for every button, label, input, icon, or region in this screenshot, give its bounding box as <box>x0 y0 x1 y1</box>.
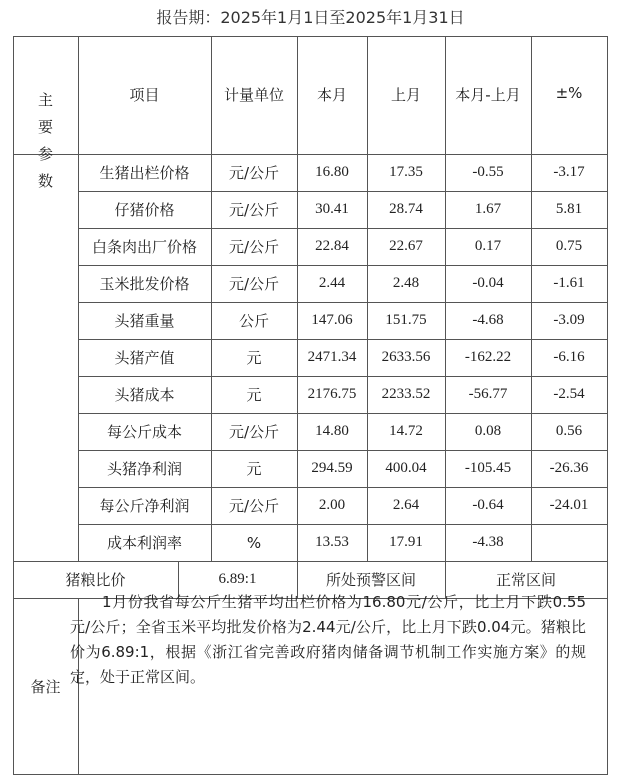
row-last-month: 14.72 <box>389 423 423 439</box>
row-last-month: 17.35 <box>389 164 423 180</box>
header-main-params-label: 主要参数 <box>37 91 53 190</box>
row-diff: -105.45 <box>464 460 512 476</box>
row-diff: -0.55 <box>472 164 504 180</box>
header-pct: ±% <box>555 84 583 102</box>
row-this-month: 16.80 <box>315 164 349 180</box>
row-this-month: 14.80 <box>315 423 349 439</box>
row-this-month: 2.44 <box>318 275 346 291</box>
row-item: 头猪产值 <box>114 349 175 367</box>
row-last-month: 2.48 <box>392 275 420 291</box>
grid-line-h <box>13 774 608 775</box>
row-diff: 0.08 <box>474 423 502 439</box>
row-unit: 元 <box>246 460 262 478</box>
row-unit: 元/公斤 <box>228 275 280 293</box>
row-last-month: 28.74 <box>389 201 423 217</box>
row-diff: -0.64 <box>472 497 504 513</box>
row-pct: -24.01 <box>549 497 589 513</box>
row-diff: -162.22 <box>464 349 512 365</box>
row-item: 仔猪价格 <box>114 201 175 219</box>
row-unit: 元/公斤 <box>228 164 280 182</box>
row-unit: 元/公斤 <box>228 497 280 515</box>
row-item: 头猪成本 <box>114 386 175 404</box>
header-unit: 计量单位 <box>223 86 284 104</box>
row-pct: 0.75 <box>555 238 583 254</box>
row-item: 头猪净利润 <box>106 460 182 478</box>
row-unit: 公斤 <box>238 312 269 330</box>
row-item: 头猪重量 <box>114 312 175 330</box>
row-item: 生猪出栏价格 <box>99 164 190 182</box>
remarks-text: 1月份我省每公斤生猪平均出栏价格为16.80元/公斤，比上月下跌0.55元/公斤；全省玉米平均批发价格为2.44元/公斤，比上月下跌0.04元。猪粮比价为6.89:1，根据《浙江省完善政府猪肉储备调节机制工作实施方案》的规定，处于正常区间。 <box>70 593 586 686</box>
row-pct: -1.61 <box>553 275 585 291</box>
row-this-month: 2176.75 <box>307 386 357 402</box>
zone-label: 所处预警区间 <box>325 571 416 589</box>
row-diff: -4.38 <box>472 534 504 550</box>
zone-value: 正常区间 <box>495 571 556 589</box>
row-last-month: 400.04 <box>385 460 427 476</box>
row-item: 每公斤净利润 <box>99 497 190 515</box>
header-last-month: 上月 <box>390 86 421 104</box>
row-last-month: 2633.56 <box>381 349 431 365</box>
row-item: 白条肉出厂价格 <box>91 238 197 256</box>
row-pct: -3.09 <box>553 312 585 328</box>
row-unit: 元 <box>246 349 262 367</box>
row-unit: 元 <box>246 386 262 404</box>
row-pct: -3.17 <box>553 164 585 180</box>
row-pct <box>531 524 607 561</box>
row-this-month: 30.41 <box>315 201 349 217</box>
remarks-label: 备注 <box>30 677 61 696</box>
ratio-value: 6.89:1 <box>218 571 257 587</box>
row-unit: 元/公斤 <box>228 201 280 219</box>
row-this-month: 22.84 <box>315 238 349 254</box>
row-pct: -6.16 <box>553 349 585 365</box>
row-diff: -56.77 <box>468 386 508 402</box>
header-this-month: 本月 <box>316 86 347 104</box>
row-item: 每公斤成本 <box>106 423 182 441</box>
row-pct: 5.81 <box>555 201 583 217</box>
grid-line-v <box>607 36 608 774</box>
row-pct: -26.36 <box>549 460 589 476</box>
row-item: 玉米批发价格 <box>99 275 190 293</box>
row-unit: 元/公斤 <box>228 238 280 256</box>
row-pct: 0.56 <box>555 423 583 439</box>
row-pct: -2.54 <box>553 386 585 402</box>
header-diff: 本月-上月 <box>455 86 521 104</box>
row-last-month: 151.75 <box>385 312 427 328</box>
row-unit: 元/公斤 <box>228 423 280 441</box>
row-last-month: 17.91 <box>389 534 423 550</box>
row-last-month: 2.64 <box>392 497 420 513</box>
row-this-month: 2.00 <box>318 497 346 513</box>
header-main-params <box>13 36 78 190</box>
row-diff: -0.04 <box>472 275 504 291</box>
header-item: 项目 <box>129 86 160 104</box>
row-last-month: 2233.52 <box>381 386 431 402</box>
ratio-label: 猪粮比价 <box>65 571 126 589</box>
row-last-month: 22.67 <box>389 238 423 254</box>
row-item: 成本利润率 <box>106 534 182 552</box>
row-this-month: 147.06 <box>311 312 353 328</box>
row-this-month: 294.59 <box>311 460 353 476</box>
row-diff: -4.68 <box>472 312 504 328</box>
row-this-month: 13.53 <box>315 534 349 550</box>
row-diff: 0.17 <box>474 238 502 254</box>
row-unit: % <box>246 533 262 552</box>
row-this-month: 2471.34 <box>307 349 357 365</box>
report-period: 报告期：2025年1月1日至2025年1月31日 <box>156 8 465 27</box>
row-diff: 1.67 <box>474 201 502 217</box>
